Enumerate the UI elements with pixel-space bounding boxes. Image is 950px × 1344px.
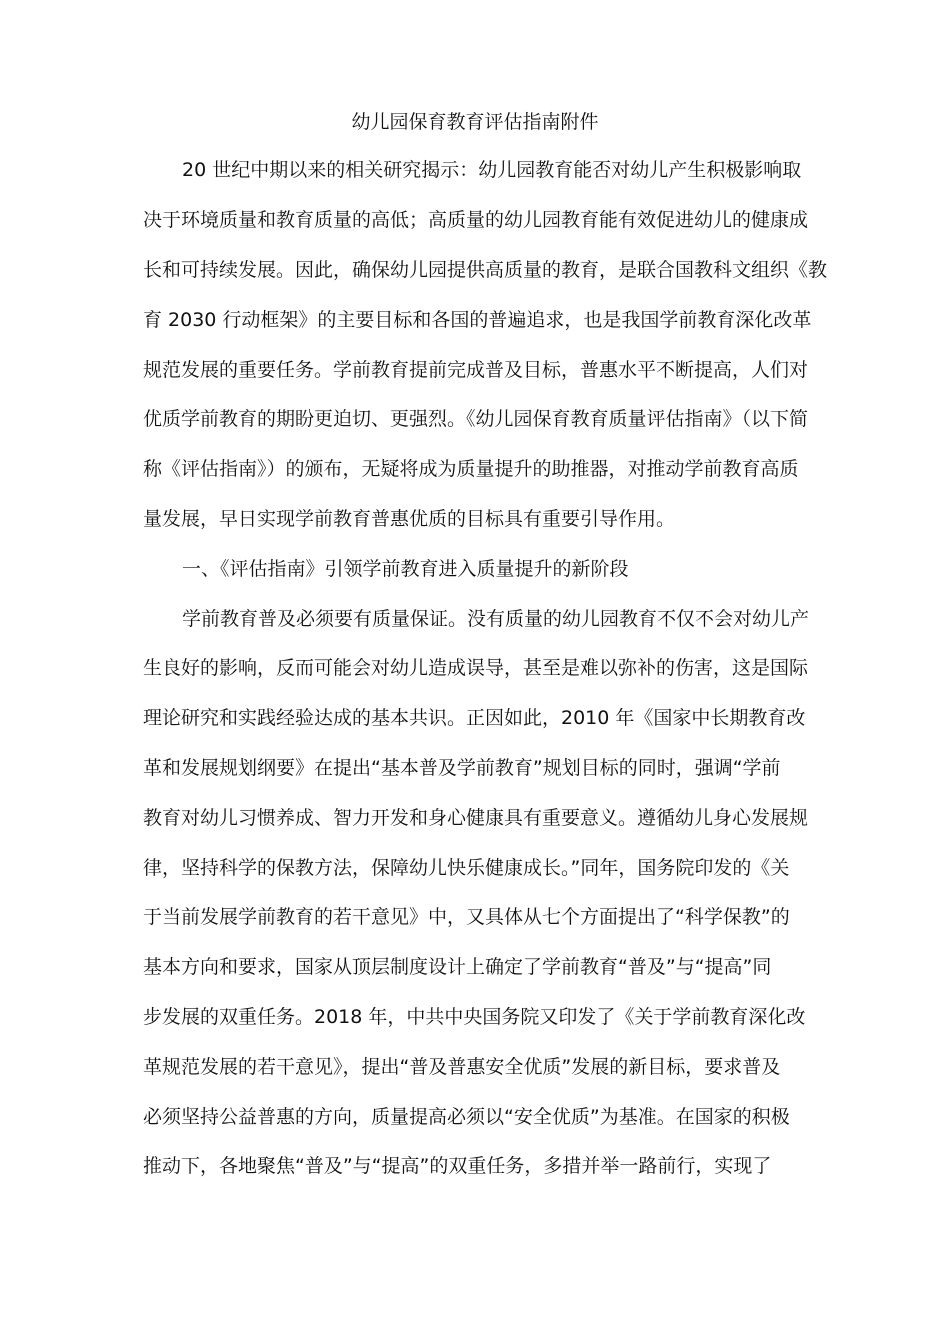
text-line: 革规范发展的若干意见》，提出“普及普惠安全优质”发展的新目标，要求普及 — [143, 1056, 781, 1078]
text-line: 20 世纪中期以来的相关研究揭示：幼儿园教育能否对幼儿产生积极影响取 — [182, 159, 802, 181]
text-line: 生良好的影响，反而可能会对幼儿造成误导，甚至是难以弥补的伤害，这是国际 — [143, 657, 809, 679]
text-line: 称《评估指南》）的颁布，无疑将成为质量提升的助推器，对推动学前教育高质 — [143, 458, 799, 480]
text-line: 长和可持续发展。因此，确保幼儿园提供高质量的教育，是联合国教科文组织《教 — [143, 259, 828, 281]
text-line: 步发展的双重任务。2018 年，中共中央国务院又印发了《关于学前教育深化改 — [143, 1006, 806, 1028]
text-line: 学前教育普及必须要有质量保证。没有质量的幼儿园教育不仅不会对幼儿产 — [182, 608, 810, 630]
section-heading: 一、《评估指南》引领学前教育进入质量提升的新阶段 — [182, 558, 629, 580]
text-line: 律，坚持科学的保教方法，保障幼儿快乐健康成长。”同年，国务院印发的《关 — [143, 857, 790, 879]
text-line: 推动下，各地聚焦“普及”与“提高”的双重任务，多措并举一路前行，实现了 — [143, 1155, 772, 1177]
text-line: 必须坚持公益普惠的方向，质量提高必须以“安全优质”为基准。在国家的积极 — [143, 1106, 790, 1128]
text-line: 量发展，早日实现学前教育普惠优质的目标具有重要引导作用。 — [143, 508, 676, 530]
text-line: 育 2030 行动框架》的主要目标和各国的普遍追求，也是我国学前教育深化改革 — [143, 309, 812, 331]
document-title: 幼儿园保育教育评估指南附件 — [351, 111, 599, 133]
text-line: 基本方向和要求，国家从顶层制度设计上确定了学前教育“普及”与“提高”同 — [143, 956, 772, 978]
text-line: 于当前发展学前教育的若干意见》中，又具体从七个方面提出了“科学保教”的 — [143, 906, 790, 928]
text-line: 教育对幼儿习惯养成、智力开发和身心健康具有重要意义。遵循幼儿身心发展规 — [143, 807, 809, 829]
text-line: 决于环境质量和教育质量的高低；高质量的幼儿园教育能有效促进幼儿的健康成 — [143, 209, 809, 231]
text-line: 优质学前教育的期盼更迫切、更强烈。《幼儿园保育教育质量评估指南》（以下简 — [143, 408, 809, 430]
text-line: 革和发展规划纲要》在提出“基本普及学前教育”规划目标的同时，强调“学前 — [143, 757, 781, 779]
text-line: 理论研究和实践经验达成的基本共识。正因如此，2010 年《国家中长期教育改 — [143, 707, 806, 729]
text-line: 规范发展的重要任务。学前教育提前完成普及目标，普惠水平不断提高，人们对 — [143, 359, 809, 381]
